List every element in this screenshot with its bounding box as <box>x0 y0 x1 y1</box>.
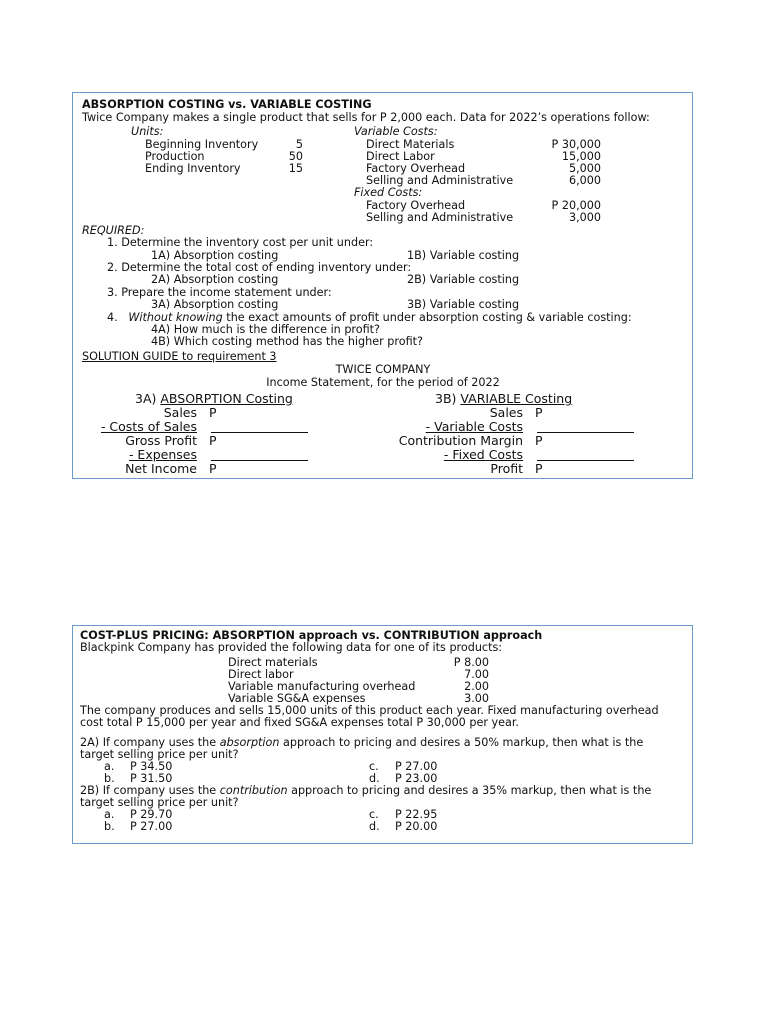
requirement-3b: 3B) Variable costing <box>407 298 520 311</box>
requirement-2a: 2A) Absorption costing <box>151 273 279 286</box>
absorption-row-label: Sales <box>163 405 197 420</box>
variable-cost-label: Direct Materials <box>366 138 455 151</box>
absorption-row-label: - Expenses <box>128 447 197 462</box>
variable-statement-heading <box>435 392 572 405</box>
variable-row-label: Contribution Margin <box>398 433 523 448</box>
requirement-1b: 1B) Variable costing <box>407 249 520 262</box>
absorption-heading-prefix: 3A) <box>135 391 161 406</box>
box1-title: ABSORPTION COSTING vs. VARIABLE COSTING <box>82 98 372 111</box>
option-value: P 20.00 <box>395 820 438 833</box>
statement-title: Income Statement, for the period of 2022 <box>266 376 500 389</box>
requirement-1a: 1A) Absorption costing <box>151 249 279 262</box>
peso-sign: P <box>209 461 217 476</box>
question-2b-line2: target selling price per unit? <box>80 796 239 809</box>
cost-item-value: 7.00 <box>464 668 489 681</box>
units-label: Production <box>145 150 205 163</box>
variable-cost-label: Direct Labor <box>366 150 435 163</box>
question-2b-prefix: 2B) If company uses the <box>80 784 220 797</box>
option-value: P 34.50 <box>130 760 173 773</box>
variable-cost-value: 6,000 <box>568 174 601 187</box>
fixed-cost-label: Selling and Administrative <box>366 211 514 224</box>
requirement-3a: 3A) Absorption costing <box>151 298 279 311</box>
box2-paragraph-line: The company produces and sells 15,000 units of this product each year. Fixed manufacturing overhead <box>80 704 659 717</box>
blank-answer-line <box>211 432 308 433</box>
peso-sign: P <box>535 433 543 448</box>
variable-heading-prefix: 3B) <box>435 391 461 406</box>
variable-cost-value: 15,000 <box>561 150 601 163</box>
cost-item-label: Variable manufacturing overhead <box>228 680 416 693</box>
question-2a-suffix: approach to pricing and desires a 50% markup, then what is the <box>279 736 644 749</box>
option-letter: b. <box>104 772 115 785</box>
absorption-variable-costing-box <box>72 92 693 479</box>
question-2b-suffix: approach to pricing and desires a 35% markup, then what is the <box>287 784 652 797</box>
question-2a-italic: absorption <box>219 736 280 749</box>
units-label: Ending Inventory <box>145 162 241 175</box>
option-value: P 27.00 <box>395 760 438 773</box>
variable-row-label: - Variable Costs <box>425 419 523 434</box>
blank-answer-line <box>537 432 634 433</box>
units-value: 50 <box>288 150 303 163</box>
solution-guide-heading: SOLUTION GUIDE to requirement 3 <box>82 350 277 363</box>
cost-item-label: Variable SG&A expenses <box>228 692 366 705</box>
option-letter: b. <box>104 820 115 833</box>
requirement-3: 3. Prepare the income statement under: <box>107 286 332 299</box>
box2-paragraph-line: cost total P 15,000 per year and fixed SG&A expenses total P 30,000 per year. <box>80 716 519 729</box>
box2-title: COST-PLUS PRICING: ABSORPTION approach vs. CONTRIBUTION approach <box>80 629 543 642</box>
fixed-cost-value: P 20,000 <box>551 199 601 212</box>
units-label: Beginning Inventory <box>145 138 259 151</box>
absorption-statement-heading <box>135 392 293 405</box>
fixed-cost-label: Factory Overhead <box>366 199 466 212</box>
cost-item-label: Direct labor <box>228 668 294 681</box>
requirement-4-text: the exact amounts of profit under absorption costing & variable costing: <box>222 311 632 324</box>
fixed-cost-value: 3,000 <box>568 211 601 224</box>
units-value: 15 <box>288 162 303 175</box>
variable-cost-value: 5,000 <box>568 162 601 175</box>
required-heading: REQUIRED: <box>82 224 145 237</box>
cost-item-value: 3.00 <box>464 692 489 705</box>
option-letter: a. <box>104 808 115 821</box>
requirement-4-italic: Without knowing <box>128 311 223 324</box>
option-value: P 31.50 <box>130 772 173 785</box>
requirement-2: 2. Determine the total cost of ending inventory under: <box>107 261 412 274</box>
option-value: P 29.70 <box>130 808 173 821</box>
requirement-4a: 4A) How much is the difference in profit? <box>151 323 380 336</box>
question-2a-prefix: 2A) If company uses the <box>80 736 220 749</box>
question-2b-italic: contribution <box>219 784 288 797</box>
blank-answer-line <box>211 460 308 461</box>
option-value: P 22.95 <box>395 808 438 821</box>
option-letter: c. <box>369 808 379 821</box>
option-letter: c. <box>369 760 379 773</box>
requirement-1: 1. Determine the inventory cost per unit under: <box>107 236 374 249</box>
units-heading: Units: <box>131 125 164 138</box>
variable-costs-heading: Variable Costs: <box>354 125 438 138</box>
box1-intro: Twice Company makes a single product that sells for P 2,000 each. Data for 2022’s operations follow: <box>82 111 650 124</box>
requirement-2b: 2B) Variable costing <box>407 273 520 286</box>
box2-intro: Blackpink Company has provided the following data for one of its products: <box>80 641 503 654</box>
fixed-costs-heading: Fixed Costs: <box>354 186 423 199</box>
blank-answer-line <box>537 460 634 461</box>
peso-sign: P <box>209 405 217 420</box>
requirement-4-number: 4. <box>107 311 118 324</box>
requirement-4b: 4B) Which costing method has the higher profit? <box>151 335 423 348</box>
variable-row-label: - Fixed Costs <box>443 447 523 462</box>
units-value: 5 <box>295 138 303 151</box>
absorption-row-label: Net Income <box>125 461 197 476</box>
variable-cost-label: Selling and Administrative <box>366 174 514 187</box>
cost-item-value: 2.00 <box>464 680 489 693</box>
question-2a-line2: target selling price per unit? <box>80 748 239 761</box>
statement-company: TWICE COMPANY <box>335 363 431 376</box>
absorption-row-label: - Costs of Sales <box>100 419 197 434</box>
absorption-heading-text: ABSORPTION Costing <box>160 391 293 406</box>
cost-item-label: Direct materials <box>228 656 318 669</box>
variable-heading-text: VARIABLE Costing <box>460 391 573 406</box>
option-value: P 23.00 <box>395 772 438 785</box>
cost-item-value: P 8.00 <box>453 656 489 669</box>
variable-cost-value: P 30,000 <box>551 138 601 151</box>
option-letter: a. <box>104 760 115 773</box>
peso-sign: P <box>535 405 543 420</box>
peso-sign: P <box>535 461 543 476</box>
option-letter: d. <box>369 820 380 833</box>
option-letter: d. <box>369 772 380 785</box>
variable-row-label: Sales <box>489 405 523 420</box>
absorption-row-label: Gross Profit <box>125 433 197 448</box>
variable-row-label: Profit <box>490 461 523 476</box>
variable-cost-label: Factory Overhead <box>366 162 466 175</box>
peso-sign: P <box>209 433 217 448</box>
option-value: P 27.00 <box>130 820 173 833</box>
cost-plus-pricing-box <box>72 625 693 844</box>
